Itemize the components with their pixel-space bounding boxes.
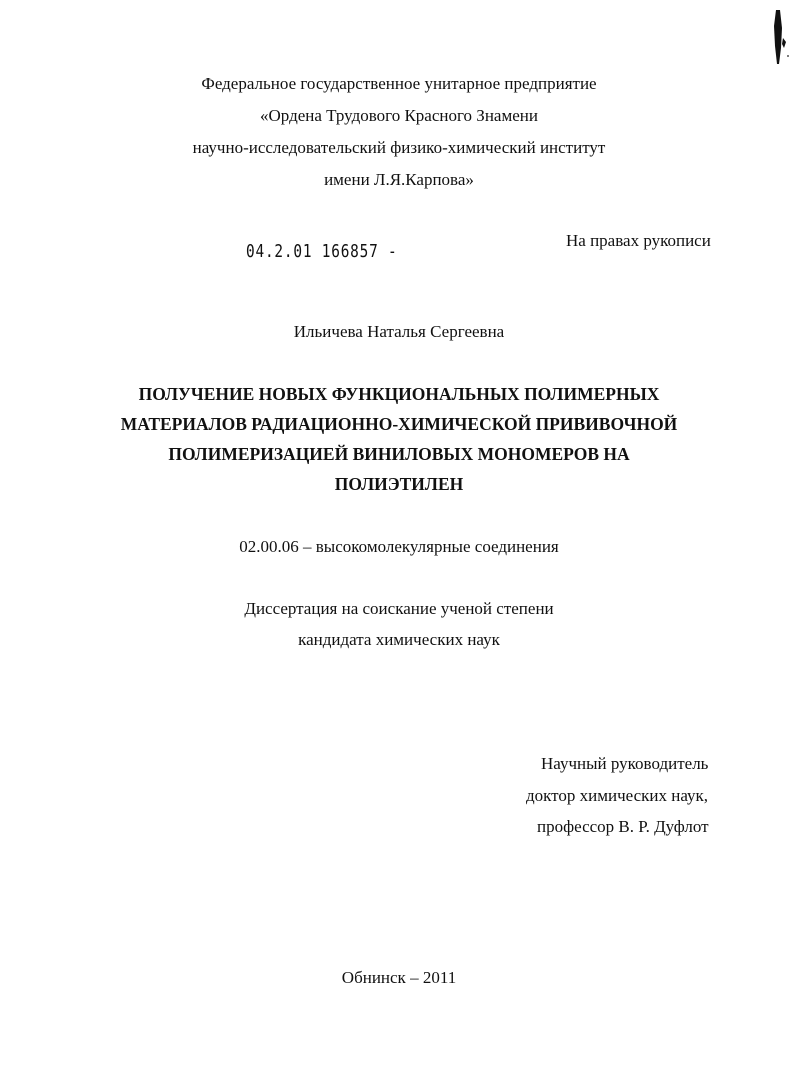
place-and-year: Обнинск – 2011 bbox=[341, 968, 457, 987]
author-name: Ильичева Наталья Сергеевна bbox=[293, 322, 505, 341]
specialty-code: 02.00.06 – высокомолекулярные соединения bbox=[239, 537, 559, 556]
institution-line-4: имени Л.Я.Карпова» bbox=[324, 170, 474, 189]
registration-stamp-number: 04.2.01 166857 - bbox=[246, 241, 398, 262]
title-line-1: ПОЛУЧЕНИЕ НОВЫХ ФУНКЦИОНАЛЬНЫХ ПОЛИМЕРНЫХ bbox=[138, 384, 660, 404]
institution-line-3: научно-исследовательский физико-химический институт bbox=[192, 138, 606, 157]
degree-line-1: Диссертация на соискание ученой степени bbox=[244, 599, 554, 618]
degree-line-2: кандидата химических наук bbox=[298, 630, 500, 649]
supervisor-line-1: Научный руководитель bbox=[541, 754, 709, 773]
title-line-2: МАТЕРИАЛОВ РАДИАЦИОННО-ХИМИЧЕСКОЙ ПРИВИВОЧНОЙ bbox=[120, 414, 678, 434]
supervisor-line-3: профессор В. Р. Дуфлот bbox=[537, 817, 709, 836]
manuscript-note: На правах рукописи bbox=[566, 231, 711, 250]
corner-scan-mark bbox=[770, 8, 792, 66]
supervisor-line-2: доктор химических наук, bbox=[526, 786, 709, 805]
institution-line-1: Федеральное государственное унитарное предприятие bbox=[201, 74, 597, 93]
title-line-3: ПОЛИМЕРИЗАЦИЕЙ ВИНИЛОВЫХ МОНОМЕРОВ НА bbox=[168, 444, 630, 464]
title-line-4: ПОЛИЭТИЛЕН bbox=[334, 474, 464, 494]
institution-line-2: «Ордена Трудового Красного Знамени bbox=[260, 106, 538, 125]
